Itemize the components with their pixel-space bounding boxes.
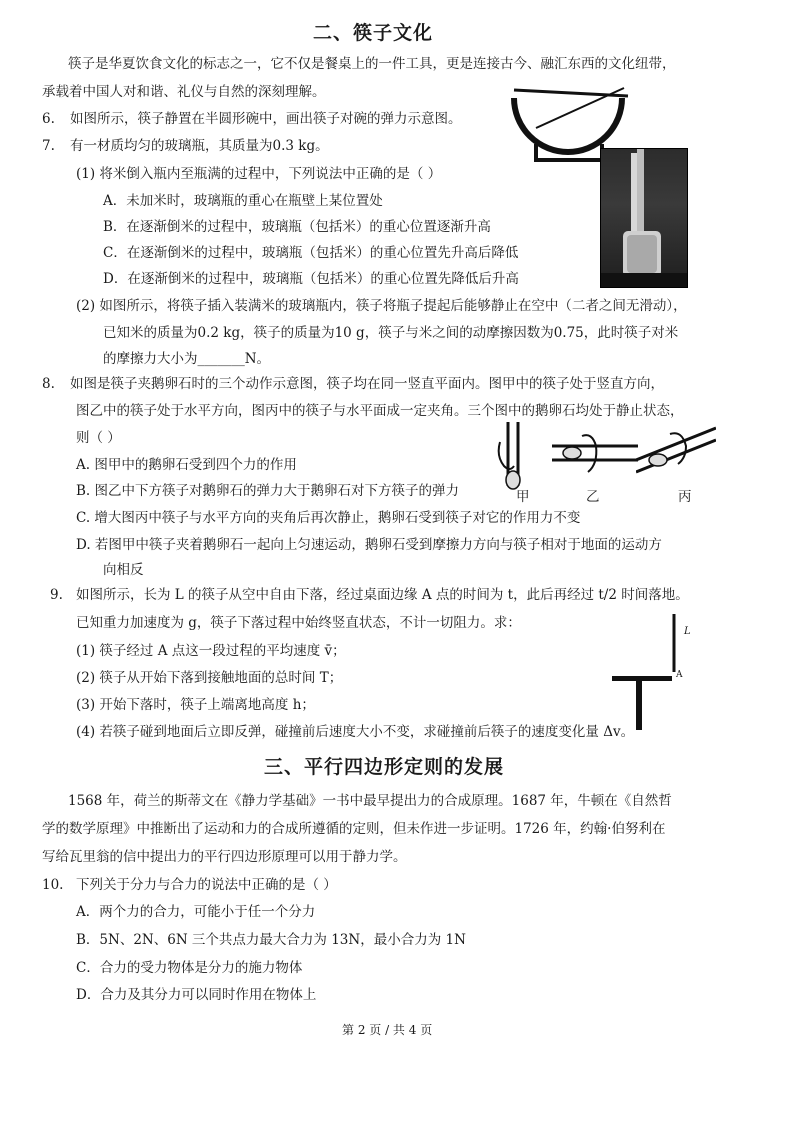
table-leg [636, 681, 642, 730]
q8-option-d-line1: D. 若图甲中筷子夹着鹅卵石一起向上匀速运动，鹅卵石受到摩擦力方向与筷子相对于地面的运动方 [76, 537, 662, 553]
figure-label-jia: 甲 [516, 489, 530, 505]
q8-option-a: A. 图甲中的鹅卵石受到四个力的作用 [76, 457, 297, 473]
figure-label-yi: 乙 [586, 489, 600, 505]
pebble-yi [563, 447, 581, 459]
pebble-figure-yi [552, 432, 638, 486]
page-number: 第 2 页 / 共 4 页 [342, 1023, 433, 1037]
q10-option-d: D．合力及其分力可以同时作用在物体上 [76, 987, 317, 1003]
q7-stem: 有一材质均匀的玻璃瓶，其质量为0.3 kg。 [70, 138, 329, 154]
q7-option-b: B．在逐渐倒米的过程中，玻璃瓶（包括米）的重心位置逐渐升高 [103, 219, 491, 235]
q9-line1: 如图所示，长为 L 的筷子从空中自由下落，经过桌面边缘 A 点的时间为 t，此后再经过 t/2 时间落地。 [76, 587, 689, 603]
rice-bottle-photo [600, 148, 688, 288]
section3-paragraph-line2: 学的数学原理》中推断出了运动和力的合成所遵循的定则，但未作进一步证明。1726 年，约翰·伯努利在 [42, 821, 666, 837]
q9-number: 9. [50, 587, 63, 603]
q10-stem: 下列关于分力与合力的说法中正确的是（ ） [76, 877, 337, 893]
q9-sub3: (3) 开始下落时，筷子上端离地高度 h； [76, 697, 315, 713]
intro-paragraph-line2: 承载着中国人对和谐、礼仪与自然的深刻理解。 [42, 84, 326, 100]
q10-option-a: A．两个力的合力，可能小于任一个分力 [76, 904, 316, 920]
q8-line3: 则（ ） [76, 430, 121, 446]
q10-option-c: C．合力的受力物体是分力的施力物体 [76, 960, 303, 976]
table-top [612, 676, 672, 681]
figure-label-bing: 丙 [678, 489, 692, 505]
pebble-jia [506, 471, 520, 489]
q7-option-c: C．在逐渐倒米的过程中，玻璃瓶（包括米）的重心位置先升高后降低 [103, 245, 519, 261]
figure-label-l: L [684, 626, 691, 637]
q9-line2: 已知重力加速度为 g，筷子下落过程中始终竖直状态，不计一切阻力。求： [76, 615, 521, 631]
q6-text: 如图所示，筷子静置在半圆形碗中，画出筷子对碗的弹力示意图。 [70, 111, 462, 127]
pebble-bing [649, 454, 667, 466]
q8-number: 8. [42, 376, 55, 392]
q7-part2-line2: 已知米的质量为0.2 kg，筷子的质量为10 g，筷子与米之间的动摩擦因数为0.75，此时筷子对米 [103, 325, 679, 341]
q8-option-b: B. 图乙中下方筷子对鹅卵石的弹力大于鹅卵石对下方筷子的弹力 [76, 483, 460, 499]
q9-sub1: (1) 筷子经过 A 点这一段过程的平均速度 v̄； [76, 643, 346, 659]
q7-part2-line1: (2) 如图所示，将筷子插入装满米的玻璃瓶内，筷子将瓶子提起后能够静止在空中（二者之间无滑动）， [76, 298, 687, 314]
q6-number: 6. [42, 111, 55, 127]
bowl-shape [514, 98, 622, 152]
q7-option-a: A．未加米时，玻璃瓶的重心在瓶壁上某位置处 [103, 193, 383, 209]
section-title-parallelogram: 三、平行四边形定则的发展 [264, 756, 505, 778]
q9-sub2: (2) 筷子从开始下落到接触地面的总时间 T； [76, 670, 343, 686]
q8-option-c: C. 增大图丙中筷子与水平方向的夹角后再次静止，鹅卵石受到筷子对它的作用力不变 [76, 510, 581, 526]
q8-line1: 如图是筷子夹鹅卵石时的三个动作示意图，筷子均在同一竖直平面内。图甲中的筷子处于竖直方向， [70, 376, 664, 392]
section-title-chopstick-culture: 二、筷子文化 [313, 22, 434, 44]
q8-option-d-line2: 向相反 [103, 562, 144, 578]
q7-number: 7. [42, 138, 55, 154]
q7-option-d: D．在逐渐倒米的过程中，玻璃瓶（包括米）的重心位置先降低后升高 [103, 271, 519, 287]
rice-bottle-illustration [601, 149, 687, 287]
section3-paragraph-line3: 写给瓦里翁的信中提出力的平行四边形原理可以用于静力学。 [42, 849, 407, 865]
q10-option-b: B．5N、2N、6N 三个共点力最大合力为 13N，最小合力为 1N [76, 932, 466, 948]
figure-label-a: A [676, 670, 683, 680]
q8-line2: 图乙中的筷子处于水平方向，图丙中的筷子与水平面成一定夹角。三个图中的鹅卵石均处于静止状态， [76, 403, 684, 419]
q10-number: 10. [42, 877, 64, 893]
section3-paragraph-line1: 1568 年，荷兰的斯蒂文在《静力学基础》一书中最早提出力的合成原理。1687 年，牛顿在《自然哲 [68, 793, 672, 809]
q7-part2-line3: 的摩擦力大小为_______N。 [103, 351, 271, 367]
q9-sub4: (4) 若筷子碰到地面后立即反弹，碰撞前后速度大小不变，求碰撞前后筷子的速度变化量 Δv。 [76, 724, 635, 740]
pebble-figure-bing [636, 420, 716, 486]
q7-part1: (1) 将米倒入瓶内至瓶满的过程中，下列说法中正确的是（ ） [76, 166, 442, 182]
intro-paragraph-line1: 筷子是华夏饮食文化的标志之一，它不仅是餐桌上的一件工具，更是连接古今、融汇东西的文化纽带， [68, 56, 676, 72]
